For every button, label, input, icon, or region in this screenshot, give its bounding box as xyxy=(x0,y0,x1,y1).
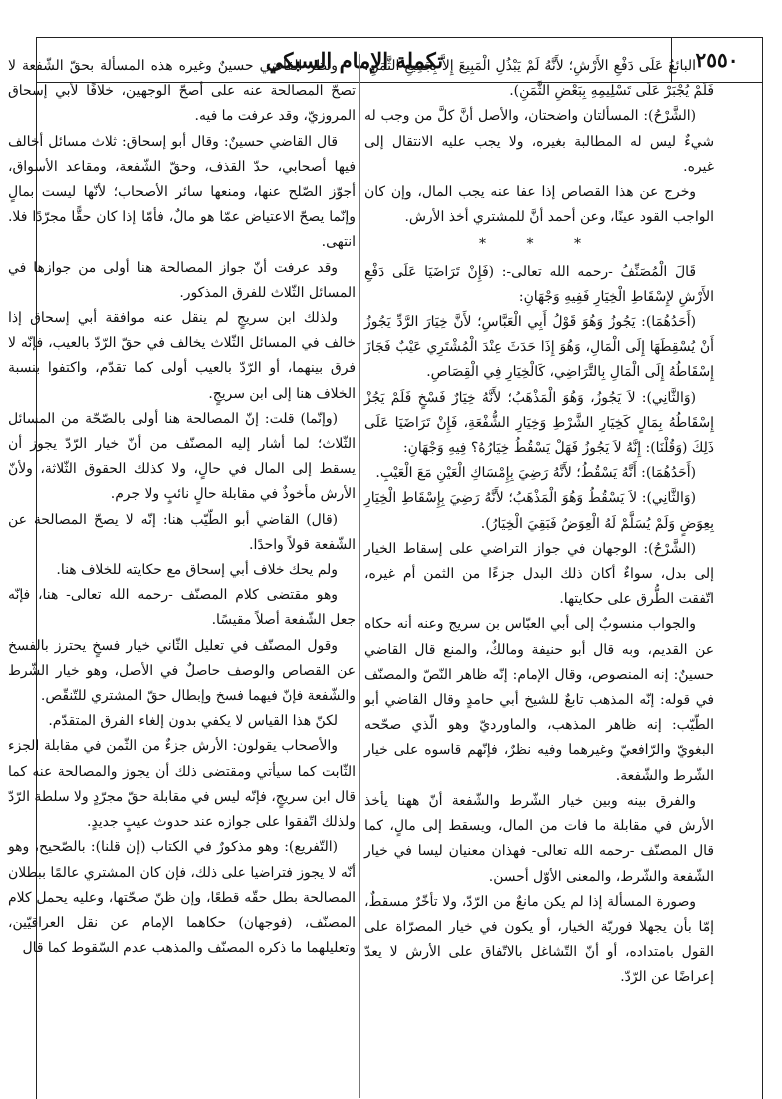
paragraph: (أَحَدُهُمَا): أَنَّهُ يَسْقُطُ؛ لأَنَّهُ رَضِيَ بِإِمْسَاكِ الْعَيْنِ مَعَ الْعَيْبِ. xyxy=(375,465,696,482)
paragraph: وصورة المسألة إذا لم يكن مانعٌ من الرّدّ، ولا تأخّرٌ مسقطٌ، إمّا بأن يجهلا فوريّة الخيار، أو يكون في خيار المصرّاة على القول بامتداده، أو أنّ التّشاغل بالاتّفاق على الأرش لا يعدّ إعراضًا عن الرّدّ. xyxy=(364,893,714,986)
paragraph: لكنّ هذا القياس لا يكفي بدون إلغاء الفرق المتقدّم. xyxy=(48,713,338,730)
page-number: ٢٥٥٠ xyxy=(671,38,762,82)
paragraph: (أَحَدُهُمَا): يَجُوزُ وَهُوَ قَوْلُ أَبِي الْعَبَّاسِ؛ لأَنَّ خِيَارَ الرَّدِّ يَجُوزُ أَنْ يُسْقِطَهَا إِلَى الْمَالِ، وَهُوَ إِذَا حَدَثَ عِنْدَ الْمُشْتَرِي عَيْبٌ فَجَازَ إِسْقَاطُهُ إِلَى الْمَالِ بِالتَّرَاضِي، كَالْخِيَارِ فِي الْقِصَاصِ. xyxy=(364,314,714,381)
paragraph: وهو مقتضى كلام المصنّف -رحمه الله تعالى- هنا، فإنّه جعل الشّفعة أصلاً مقيسًا. xyxy=(8,587,356,629)
paragraph: (الشَّرْحُ): الوجهان في جواز التراضي على إسقاط الخيار إلى بدل، سواءٌ أكان ذلك البدل جزءًا من الثمن أم غيره، اتّفقت الطُّرق على حكايتها. xyxy=(364,540,714,608)
right-column xyxy=(364,54,714,991)
paragraph: (وَالثَّانِي): لاَ يَجُوزُ، وَهُوَ الْمَذْهَبُ؛ لأَنَّهُ خِيَارٌ فَسْخٍ فَلَمْ يَجُزْ إِسْقَاطُهُ بِمَالٍ كَخِيَارِ الشَّرْطِ وَخِيَارِ الشُّفْعَةِ، فَإِنْ تَرَاضَيَا عَلَى ذَلِكَ (وَقُلْنَا): إِنَّهُ لاَ يَجُوزُ فَهَلْ يَسْقُطُ خِيَارُهُ؟ فِيهِ وَجْهَانِ: xyxy=(364,389,714,457)
paragraph: ولم يحك خلاف أبي إسحاق مع حكايته للخلاف هنا. xyxy=(56,562,338,579)
section-separator: * * * xyxy=(479,236,599,253)
column-divider xyxy=(359,54,360,1098)
paragraph: (الشَّرْحُ): المسألتان واضحتان، والأصل أنَّ كلَّ من وجب له شيءٌ ليس له المطالبة بغيره، ولا يجب عليه الانتقال إلى غيره. xyxy=(364,108,714,175)
running-title: تكملة الإمام السبكي xyxy=(265,47,444,73)
paragraph: قال القاضي حسينٌ: وقال أبو إسحاق: ثلاث مسائل أخالف فيها أصحابي، حدّ القذف، وحقّ الشّفعة، ومقاعد الأسواق، أجوّز الصّلح عنها، ومنعها سائر الأصحاب؛ لأنّها ليست بمالٍ وإنّما يصحّ الاعتياض عمّا هو مالٌ، فأمّا إذا كان حقًّا مجرّدًا فلا. انتهى. xyxy=(8,133,356,251)
paragraph: (التّفريع): وهو مذكورٌ في الكتاب (إن قلنا): بالصّحيح، وهو أنّه لا يجوز فتراضيا على ذلك، فإن كان المشتري عالمًا ببطلان المصالحة بطل حقّه قطعًا، وإن ظنّ صحّتها، وعليه يحمل كلام المصنّف، (فوجهان) حكاهما الإمام عن نقل العراقيّين، وتعليلهما ما ذكره المصنّف والمذهب عدم السّقوط كما قال xyxy=(8,839,356,957)
paragraph: (قال) القاضي أبو الطّيّب هنا: إنّه لا يصحّ المصالحة عن الشّفعة قولاً واحدًا. xyxy=(8,511,356,553)
paragraph: وخرج عن هذا القصاص إذا عفا عنه يجب المال، وإن كان الواجب القود عينًا، وعن أحمد أنَّ للمشتري أخذ الأرش. xyxy=(364,184,714,226)
paragraph: ونظر القاضي حسينٌ وغيره هذه المسألة بحقّ الشّفعة لا تصحّ المصالحة عنه على أصحّ الوجهين، خلافًا لأبي إسحاق المروزيّ، وقد عرفت ما فيه. xyxy=(8,58,356,125)
paragraph: والفرق بينه وبين خيار الشّرط والشّفعة أنّ ههنا يأخذ الأرش في مقابلة ما فات من المال، ويسقط إلى مالٍ، كما قال المصنّف -رحمه الله تعالى- فهذان معنيان ليسا في خيار الشّفعة والشّرط، والمعنى الأوّل أحسن. xyxy=(364,792,714,885)
paragraph: (وَالثَّانِي): لاَ يَسْقُطُ وَهُوَ الْمَذْهَبُ؛ لأَنَّهُ رَضِيَ بِإِسْقَاطِ الْخِيَارِ بِعِوَضٍ وَلَمْ يُسَلَّمْ لَهُ الْعِوَضُ فَبَقِيَ الْخِيَارُ). xyxy=(364,490,714,532)
left-column xyxy=(8,54,356,961)
paragraph: ولذلك ابن سريجٍ لم ينقل عنه موافقة أبي إسحاق إذا خالف في المسائل الثّلاث يخالف في حقّ الرّدّ بالعيب، فإنّه لا فرق بينهما، أو الرّدّ بالعيب أولى كما تقدّم، واكتفوا بنسبة الخلاف هنا إلى ابن سريجٍ. xyxy=(8,310,356,402)
paragraph: وقد عرفت أنّ جواز المصالحة هنا أولى من جوازها في المسائل الثّلاث للفرق المذكور. xyxy=(8,259,356,301)
paragraph: قَالَ الْمُصَنِّفُ -رحمه الله تعالى-: (فَإِنْ تَرَاضَيَا عَلَى دَفْعِ الأَرْشِ لإِسْقَاطِ الْخِيَارِ فَفِيهِ وَجْهَانِ: xyxy=(364,263,714,305)
paragraph: والجواب منسوبٌ إلى أبي العبّاس بن سريج وعنه أنه حكاه عن القديم، وبه قال أبو حنيفة ومالكٌ، والمنع قال القاضي حسينٌ: إنه المنصوص، وقال الإمام: إنّه ظاهر النّصّ والمصنّف في قوله: إنّه المذهب تابعٌ للشيخ أبي حامدٍ وقال القاضي أبو الطّيّب: إنه ظاهر المذهب، والماورديّ وهو الّذي صحّحه البغويّ والرّافعيّ وغيرهما وفيه نظرٌ، فإنّهم قاسوه على خيار الشّرط والشّفعة. xyxy=(364,616,714,784)
paragraph: البائعُ عَلَى دَفْعِ الأَرْشِ؛ لأَنَّهُ لَمْ يَبْذُلِ الْمَبِيعَ إِلاَّ بِجَمِيعِ الثَّمَنِ، فَلَمْ يُجْبَرْ عَلَى تَسْلِيمِهِ بِبَعْضِ الثَّمَنِ). xyxy=(364,58,714,100)
paragraph: وقول المصنّف في تعليل الثّاني خيار فسخٍ يحترز بالفسخ عن القصاص والوصف حاصلٌ في الأصل، وهو خيار الشّرط والشّفعة فإنّ فيهما فسخ وإبطال حقّ المشتري للتّنقّص. xyxy=(8,637,356,705)
paragraph: (وإنّما) قلت: إنّ المصالحة هنا أولى بالصّحّة من المسائل الثّلاث؛ لما أشار إليه المصنّف من أنّ خيار الرّدّ يجوز أن يسقط إلى المال في حالٍ، ولا كذلك الحقوق الثّلاثة، ولأنّ الأرش مأخوذٌ في مقابلة حالٍ نائبٍ ولا جرم. xyxy=(8,410,356,503)
paragraph: والأصحاب يقولون: الأرش جزءٌ من الثّمن في مقابلة الجزء الثّابت كما سيأتي ومقتضى ذلك أن يجوز والمصالحة عنه كما قال ابن سريجٍ، فإنّه ليس في مقابلة حقّ مجرّدٍ ولا سلطة الرّدّ ولذلك اتّفقوا على جوازه عند حدوث عيبٍ جديدٍ. xyxy=(8,738,356,831)
